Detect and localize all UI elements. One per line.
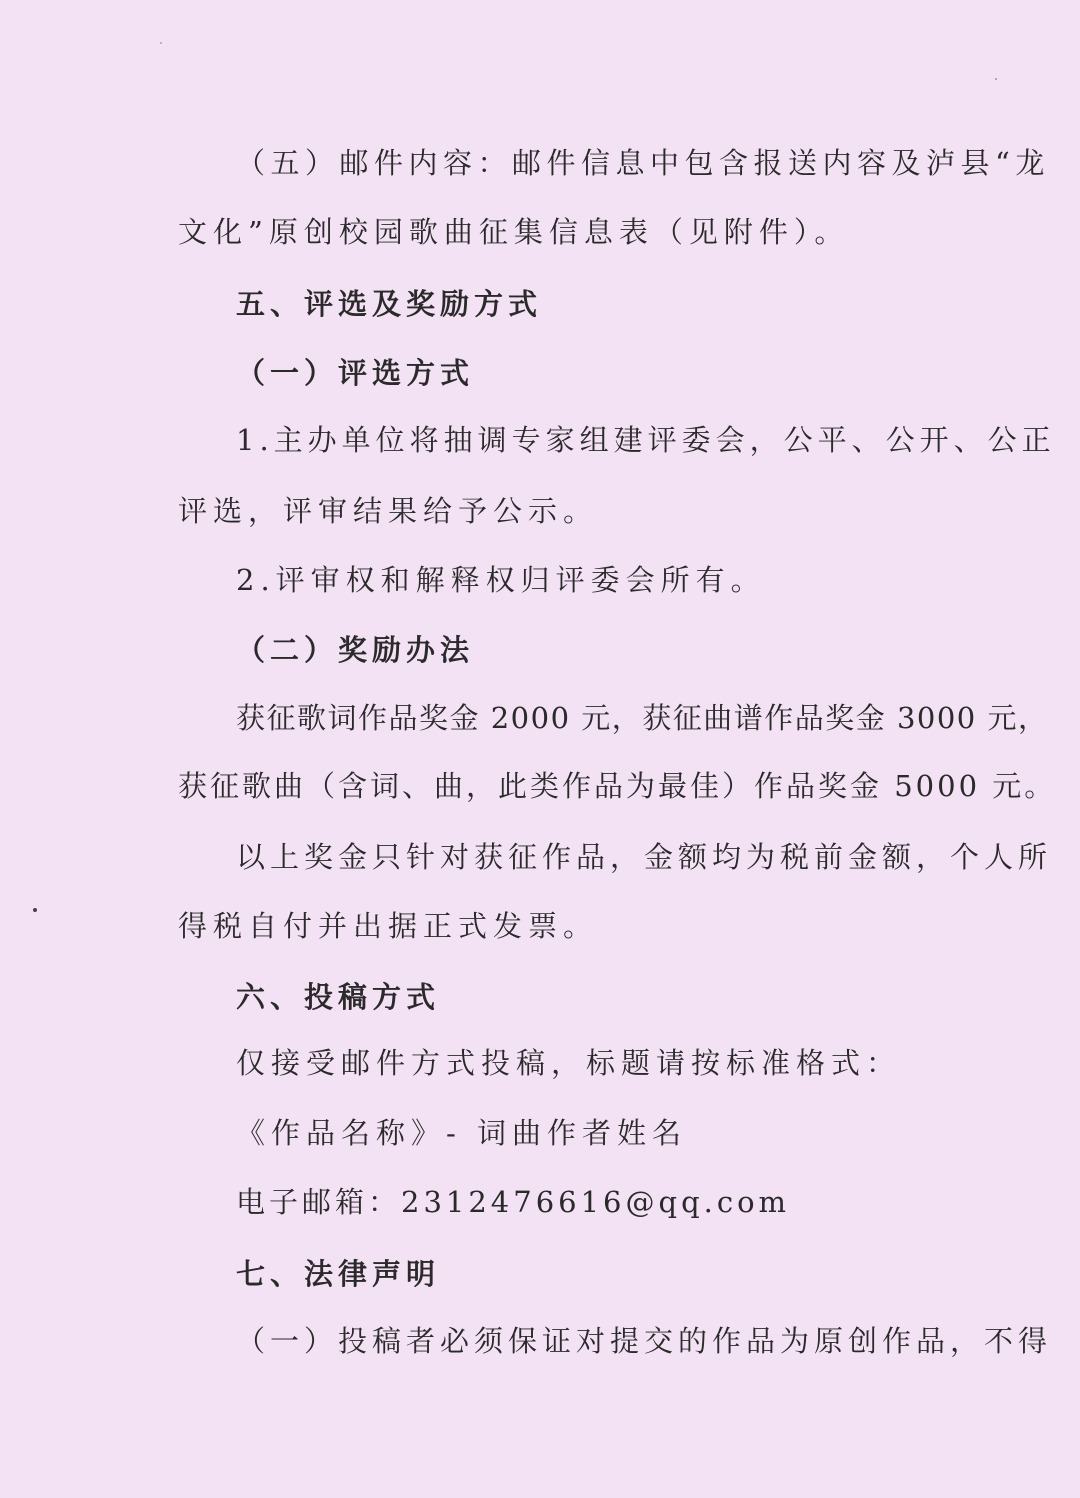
section-heading: 七、法律声明: [236, 1257, 441, 1291]
paragraph-line: （五）邮件内容：邮件信息中包含报送内容及泸县“龙: [236, 146, 1050, 180]
paragraph-line: 1.主办单位将抽调专家组建评委会，公平、公开、公正: [236, 423, 1056, 457]
paragraph-line: 2.评审权和解释权归评委会所有。: [236, 563, 766, 597]
section-heading: 五、评选及奖励方式: [236, 287, 543, 321]
email-line: 电子邮箱：2312476616@qq.com: [236, 1185, 791, 1219]
paragraph-line: 《作品名称》- 词曲作者姓名: [236, 1116, 688, 1150]
scan-speck: [995, 78, 997, 80]
paragraph-line: 文化”原创校园歌曲征集信息表（见附件）。: [178, 215, 850, 249]
paragraph-line: 得税自付并出据正式发票。: [178, 909, 599, 943]
paragraph-line: 获征歌曲（含词、曲，此类作品为最佳）作品奖金 5000 元。: [178, 769, 1057, 803]
paragraph-line: 仅接受邮件方式投稿，标题请按标准格式：: [236, 1046, 902, 1080]
section-heading: 六、投稿方式: [236, 980, 441, 1014]
paragraph-line: （一）投稿者必须保证对提交的作品为原创作品，不得: [236, 1324, 1053, 1358]
subsection-heading: （一）评选方式: [236, 356, 475, 390]
paragraph-line: 以上奖金只针对获征作品，金额均为税前金额，个人所: [236, 840, 1053, 874]
scan-speck: [33, 908, 37, 912]
subsection-heading: （二）奖励办法: [236, 633, 475, 667]
scan-speck: [160, 42, 162, 44]
paragraph-line: 评选，评审结果给予公示。: [178, 494, 599, 528]
paragraph-line: 获征歌词作品奖金 2000 元，获征曲谱作品奖金 3000 元，: [236, 701, 1049, 735]
